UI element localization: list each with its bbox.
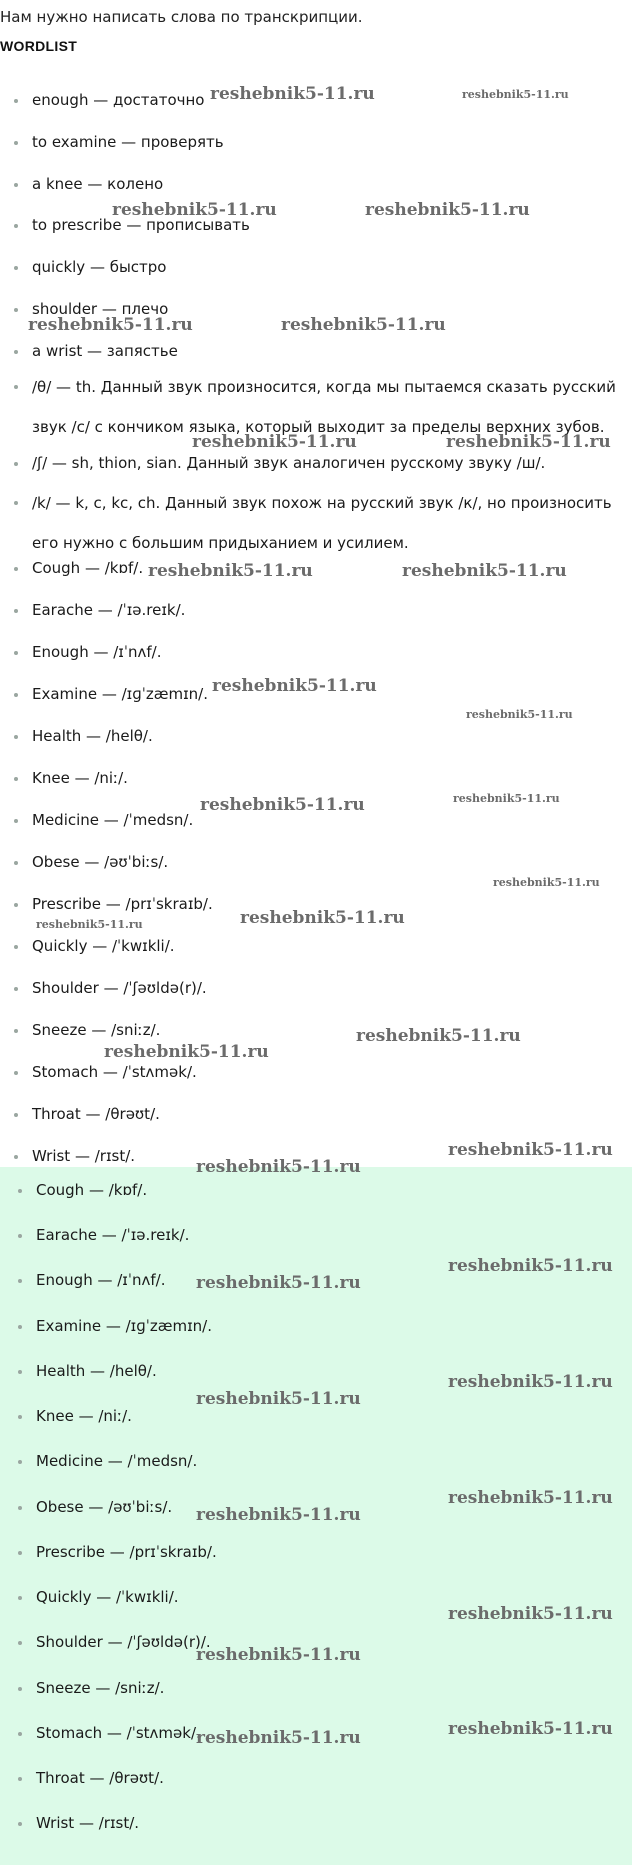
list-item-text: Stomach — /ˈstʌmək/.: [36, 1724, 201, 1742]
list-item-text: Health — /helθ/.: [36, 1362, 157, 1380]
list-item-text: quickly — быстро: [32, 258, 167, 276]
bullet-icon: [18, 1732, 22, 1736]
list-item: [0, 1586, 632, 1609]
bullet-icon: [14, 224, 18, 228]
watermark: reshebnik5-11.ru: [200, 795, 365, 815]
list-item: [0, 173, 632, 196]
list-item-text: Earache — /ˈɪə.reɪk/.: [32, 601, 186, 619]
list-item-text: to prescribe — прописывать: [32, 216, 250, 234]
list-item: [0, 298, 632, 321]
list-item: [0, 599, 632, 622]
list-item-text: Examine — /ɪɡˈzæmɪn/.: [36, 1317, 212, 1335]
bullet-icon: [14, 1113, 18, 1117]
list-item: [0, 452, 632, 475]
list-item: [0, 641, 632, 664]
watermark: reshebnik5-11.ru: [448, 1372, 613, 1392]
bullet-icon: [14, 350, 18, 354]
watermark: reshebnik5-11.ru: [448, 1719, 613, 1739]
list-item: [0, 214, 632, 237]
list-item-text: /ʃ/ — sh, thion, sian. Данный звук аналогичен русскому звуку /ш/.: [32, 454, 546, 472]
list-item-text: Cough — /kɒf/.: [36, 1181, 148, 1199]
list-item: [0, 1496, 632, 1519]
list-item-text: Obese — /əʊˈbiːs/.: [36, 1498, 173, 1516]
bullet-icon: [14, 1029, 18, 1033]
bullet-icon: [14, 183, 18, 187]
list-item-text: Sneeze — /sniːz/.: [36, 1679, 165, 1697]
watermark: reshebnik5-11.ru: [240, 908, 405, 928]
list-item: [0, 1767, 632, 1790]
list-item: [0, 557, 632, 580]
watermark: reshebnik5-11.ru: [466, 708, 573, 721]
list-item-text: Quickly — /ˈkwɪkli/.: [36, 1588, 179, 1606]
list-item: [0, 340, 632, 363]
watermark: reshebnik5-11.ru: [212, 676, 377, 696]
list-item-text: Wrist — /rɪst/.: [32, 1147, 136, 1165]
bullet-icon: [18, 1687, 22, 1691]
watermark: reshebnik5-11.ru: [453, 792, 560, 805]
watermark: reshebnik5-11.ru: [402, 561, 567, 581]
list-item-text: Obese — /əʊˈbiːs/.: [32, 853, 169, 871]
list-item-text: Prescribe — /prɪˈskraɪb/.: [36, 1543, 217, 1561]
bullet-icon: [14, 945, 18, 949]
bullet-icon: [14, 462, 18, 466]
list-item-text: shoulder — плечо: [32, 300, 169, 318]
list-item-text: Knee — /niː/.: [36, 1407, 132, 1425]
watermark: reshebnik5-11.ru: [148, 561, 313, 581]
watermark: reshebnik5-11.ru: [196, 1728, 361, 1748]
bullet-icon: [18, 1822, 22, 1826]
list-item: [0, 483, 632, 563]
list-item: [0, 893, 632, 916]
list-item: [0, 1812, 632, 1835]
bullet-icon: [14, 861, 18, 865]
list-item: [0, 1019, 632, 1042]
list-item-text: /k/ — k, c, kc, ch. Данный звук похож на русский звук /к/, но произносить его нужно с большим придыханием и усилием.: [32, 494, 612, 552]
list-item-text: Shoulder — /ˈʃəʊldə(r)/.: [36, 1633, 211, 1651]
list-item-text: Examine — /ɪɡˈzæmɪn/.: [32, 685, 208, 703]
list-item-text: Knee — /niː/.: [32, 769, 128, 787]
list-item: [0, 1405, 632, 1428]
watermark: reshebnik5-11.ru: [196, 1273, 361, 1293]
list-item-text: Earache — /ˈɪə.reɪk/.: [36, 1226, 190, 1244]
watermark: reshebnik5-11.ru: [493, 876, 600, 889]
bullet-icon: [14, 385, 18, 389]
list-item-text: a wrist — запястье: [32, 342, 178, 360]
bullet-icon: [14, 1155, 18, 1159]
watermark: reshebnik5-11.ru: [448, 1488, 613, 1508]
watermark: reshebnik5-11.ru: [196, 1645, 361, 1665]
watermark: reshebnik5-11.ru: [446, 432, 611, 452]
list-item-text: Quickly — /ˈkwɪkli/.: [32, 937, 175, 955]
list-item: [0, 725, 632, 748]
list-item: [0, 256, 632, 279]
watermark: reshebnik5-11.ru: [448, 1256, 613, 1276]
watermark: reshebnik5-11.ru: [104, 1042, 269, 1062]
bullet-icon: [18, 1777, 22, 1781]
bullet-icon: [18, 1279, 22, 1283]
bullet-icon: [14, 609, 18, 613]
list-item: [0, 851, 632, 874]
bullet-icon: [18, 1189, 22, 1193]
list-item: [0, 1450, 632, 1473]
list-item-text: Stomach — /ˈstʌmək/.: [32, 1063, 197, 1081]
list-item-text: Shoulder — /ˈʃəʊldə(r)/.: [32, 979, 207, 997]
wordlist-heading: WORDLIST: [0, 38, 78, 54]
bullet-icon: [18, 1551, 22, 1555]
bullet-icon: [14, 651, 18, 655]
bullet-icon: [18, 1370, 22, 1374]
list-item: [0, 1360, 632, 1383]
watermark: reshebnik5-11.ru: [356, 1026, 521, 1046]
bullet-icon: [14, 141, 18, 145]
bullet-icon: [18, 1325, 22, 1329]
bullet-icon: [18, 1415, 22, 1419]
watermark: reshebnik5-11.ru: [448, 1604, 613, 1624]
list-item: [0, 1061, 632, 1084]
bullet-icon: [14, 1071, 18, 1075]
bullet-icon: [14, 777, 18, 781]
watermark: reshebnik5-11.ru: [192, 432, 357, 452]
bullet-icon: [18, 1641, 22, 1645]
list-item: [0, 1541, 632, 1564]
intro-text: Нам нужно написать слова по транскрипции.: [0, 8, 363, 26]
bullet-icon: [14, 903, 18, 907]
answer-block: [0, 1167, 632, 1865]
list-item-text: Wrist — /rɪst/.: [36, 1814, 140, 1832]
watermark: reshebnik5-11.ru: [365, 200, 530, 220]
list-item: [0, 1145, 632, 1168]
list-item: [0, 1722, 632, 1745]
list-item-text: Cough — /kɒf/.: [32, 559, 144, 577]
list-item-text: a knee — колено: [32, 175, 164, 193]
bullet-icon: [14, 567, 18, 571]
watermark: reshebnik5-11.ru: [448, 1140, 613, 1160]
list-item: [0, 131, 632, 154]
bullet-icon: [14, 735, 18, 739]
bullet-icon: [14, 266, 18, 270]
watermark: reshebnik5-11.ru: [210, 84, 375, 104]
bullet-icon: [14, 819, 18, 823]
bullet-icon: [14, 987, 18, 991]
list-item: [0, 367, 632, 447]
list-item: [0, 1179, 632, 1202]
watermark: reshebnik5-11.ru: [112, 200, 277, 220]
list-item: [0, 809, 632, 832]
watermark: reshebnik5-11.ru: [281, 315, 446, 335]
list-item: [0, 1677, 632, 1700]
bullet-icon: [18, 1460, 22, 1464]
list-item-text: Throat — /θrəʊt/.: [36, 1769, 164, 1787]
watermark: reshebnik5-11.ru: [196, 1389, 361, 1409]
watermark: reshebnik5-11.ru: [28, 315, 193, 335]
list-item: [0, 683, 632, 706]
list-item: [0, 977, 632, 1000]
list-item-text: Throat — /θrəʊt/.: [32, 1105, 160, 1123]
bullet-icon: [18, 1506, 22, 1510]
list-item-text: enough — достаточно: [32, 91, 205, 109]
list-item-text: Medicine — /ˈmedsn/.: [36, 1452, 198, 1470]
watermark: reshebnik5-11.ru: [462, 88, 569, 101]
list-item-text: Health — /helθ/.: [32, 727, 153, 745]
list-item-text: Medicine — /ˈmedsn/.: [32, 811, 194, 829]
list-item-text: to examine — проверять: [32, 133, 224, 151]
bullet-icon: [14, 99, 18, 103]
list-item: [0, 935, 632, 958]
list-item: [0, 1224, 632, 1247]
list-item: [0, 89, 632, 112]
bullet-icon: [18, 1596, 22, 1600]
list-item-text: Enough — /ɪˈnʌf/.: [32, 643, 162, 661]
bullet-icon: [18, 1234, 22, 1238]
watermark: reshebnik5-11.ru: [36, 918, 143, 931]
list-item-text: /θ/ — th. Данный звук произносится, когда мы пытаемся сказать русский звук /с/ с кончиком языка, который выходит за пределы верхних зубов.: [32, 378, 616, 436]
watermark: reshebnik5-11.ru: [196, 1505, 361, 1525]
list-item: [0, 1269, 632, 1292]
list-item: [0, 1103, 632, 1126]
list-item-text: Enough — /ɪˈnʌf/.: [36, 1271, 166, 1289]
watermark: reshebnik5-11.ru: [196, 1157, 361, 1177]
bullet-icon: [14, 693, 18, 697]
bullet-icon: [14, 501, 18, 505]
bullet-icon: [14, 308, 18, 312]
list-item: [0, 1631, 632, 1654]
list-item-text: Sneeze — /sniːz/.: [32, 1021, 161, 1039]
list-item: [0, 1315, 632, 1338]
list-item: [0, 767, 632, 790]
list-item-text: Prescribe — /prɪˈskraɪb/.: [32, 895, 213, 913]
